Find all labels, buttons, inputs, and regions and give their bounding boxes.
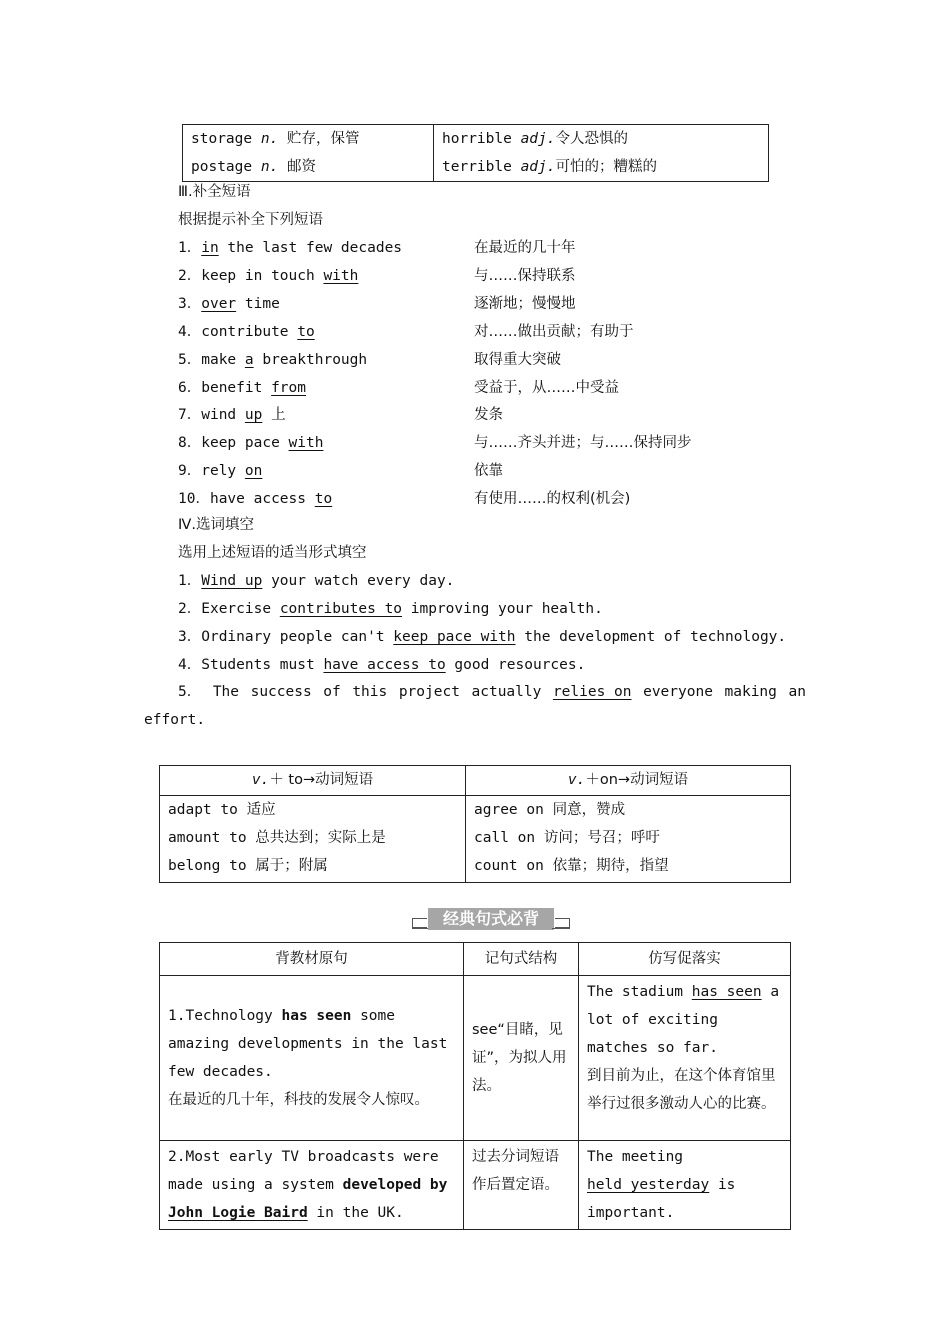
sentence-table xyxy=(159,942,791,1230)
section-banner xyxy=(410,906,572,932)
sentence-table-header: 背教材原句 xyxy=(160,943,464,976)
vocab-entry: horrible adj.令人恐惧的 xyxy=(442,131,628,147)
vocab-right-cell xyxy=(434,125,769,182)
fill-item: 1．Wind up your watch every day. xyxy=(178,573,455,589)
verb-table-header-right: v.＋on→动词短语 xyxy=(466,766,791,796)
answer-blank: on xyxy=(244,463,263,480)
phrase-meaning: 依靠 xyxy=(474,463,503,480)
phrase-meaning: 取得重大突破 xyxy=(474,351,561,368)
phrase-item: 2．keep in touch with xyxy=(178,267,359,284)
phrase-item: 7．wind up 上 xyxy=(178,407,286,424)
verb-phrase: call on 访问；号召；呼吁 xyxy=(474,830,660,846)
imitation-2: The meeting held yesterday is important. xyxy=(579,1141,791,1230)
phrase-item: 10．have access to xyxy=(178,491,333,508)
phrase-meaning: 与……保持联系 xyxy=(474,267,576,284)
answer-blank: to xyxy=(314,491,333,508)
answer-blank: held yesterday xyxy=(587,1177,710,1193)
vocab-table xyxy=(182,124,769,182)
phrase-meaning: 逐渐地；慢慢地 xyxy=(474,295,576,312)
fill-item: 3．Ordinary people can't keep pace with the development of technology. xyxy=(178,628,787,645)
section4-title: Ⅳ.选词填空 xyxy=(178,517,254,533)
phrase-item: 1．in the last few decades xyxy=(178,240,403,256)
phrase-item: 9．rely on xyxy=(178,463,263,480)
sentence-table-header: 记句式结构 xyxy=(464,943,579,976)
section4-instruction: 选用上述短语的适当形式填空 xyxy=(178,545,367,561)
answer-blank: has seen xyxy=(691,984,762,1000)
fill-item-5-cont: effort. xyxy=(144,712,206,728)
structure-note-2: 过去分词短语作后置定语。 xyxy=(464,1141,579,1230)
verb-phrase: adapt to 适应 xyxy=(168,802,276,818)
vocab-entry: terrible adj.可怕的；糟糕的 xyxy=(442,159,657,175)
section3-instruction: 根据提示补全下列短语 xyxy=(178,212,323,228)
phrase-meaning: 在最近的几十年 xyxy=(474,240,576,256)
vocab-entry: storage n. 贮存，保管 xyxy=(191,131,360,147)
phrase-meaning: 与……齐头并进；与……保持同步 xyxy=(474,435,692,452)
banner-title: 经典句式必背 xyxy=(442,909,539,928)
answer-blank: with xyxy=(288,435,324,452)
banner-left-ornament xyxy=(412,918,427,928)
verb-phrase-table xyxy=(159,765,791,883)
section3-title: Ⅲ.补全短语 xyxy=(178,184,251,200)
banner-right-ornament xyxy=(555,918,570,928)
phrase-meaning: 发条 xyxy=(474,407,503,424)
phrase-meaning: 有使用……的权利(机会) xyxy=(474,491,631,508)
answer-blank: from xyxy=(271,379,306,396)
answer-blank: keep pace with xyxy=(393,628,516,645)
verb-phrase: count on 依靠；期待，指望 xyxy=(474,858,669,874)
imitation-1: The stadium has seen a lot of exciting matches so far. 到目前为止，在这个体育馆里举行过很多激动人心的比赛。 xyxy=(579,976,791,1141)
answer-blank: with xyxy=(323,267,359,284)
phrase-item: 4．contribute to xyxy=(178,323,315,340)
original-sentence-1: 1.Technology has seen some amazing developments in the last few decades. 在最近的几十年，科技的发展令人惊叹。 xyxy=(160,976,464,1141)
verb-table-header-left: v.＋ to→动词短语 xyxy=(160,766,466,796)
original-sentence-2: 2.Most early TV broadcasts were made using a system developed by John Logie Baird in the UK. xyxy=(160,1141,464,1230)
phrase-item: 8．keep pace with xyxy=(178,435,324,452)
fill-item-5: 5． The success of this project actually relies on everyone making an xyxy=(178,678,806,706)
answer-blank: to xyxy=(297,323,315,340)
verb-table-left-cell xyxy=(160,796,466,883)
answer-blank: Wind up xyxy=(201,573,263,589)
structure-note-1: see“目睹，见证”，为拟人用法。 xyxy=(464,976,579,1141)
vocab-left-cell xyxy=(183,125,434,182)
verb-phrase: amount to 总共达到；实际上是 xyxy=(168,830,386,846)
answer-blank: contributes to xyxy=(279,600,403,617)
vocab-entry: postage n. 邮资 xyxy=(191,159,317,175)
fill-item: 4．Students must have access to good resources. xyxy=(178,656,586,673)
answer-blank: relies on xyxy=(552,684,632,700)
banner-rule xyxy=(552,928,570,929)
verb-phrase: agree on 同意，赞成 xyxy=(474,802,626,818)
answer-blank: over xyxy=(201,295,237,312)
phrase-meaning: 对……做出贡献；有助于 xyxy=(474,323,634,340)
verb-table-right-cell xyxy=(466,796,791,883)
phrase-item: 6．benefit from xyxy=(178,379,306,396)
phrase-item: 3．over time xyxy=(178,295,280,312)
answer-blank: in xyxy=(201,240,219,256)
sentence-table-header: 仿写促落实 xyxy=(579,943,791,976)
fill-item: 2．Exercise contributes to improving your health. xyxy=(178,600,603,617)
answer-blank: up xyxy=(244,407,263,424)
answer-blank: a xyxy=(244,351,254,368)
phrase-item: 5．make a breakthrough xyxy=(178,351,368,368)
verb-phrase: belong to 属于；附属 xyxy=(168,858,328,874)
phrase-meaning: 受益于，从……中受益 xyxy=(474,379,619,396)
answer-blank: have access to xyxy=(323,656,446,673)
